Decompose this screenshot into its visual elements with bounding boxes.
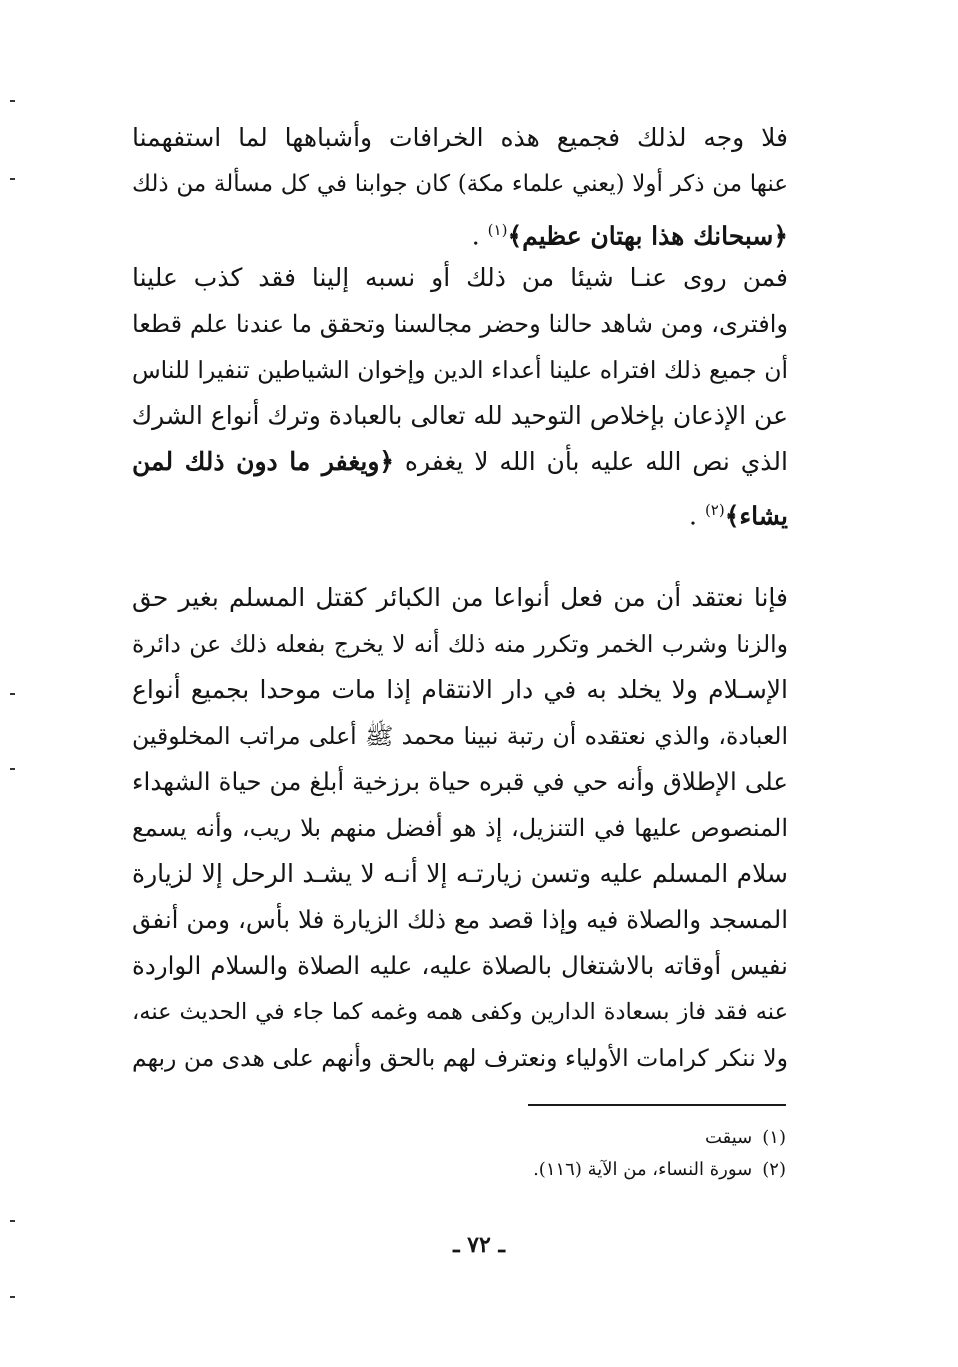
page-number: ـ ٧٢ ـ [453,1232,505,1258]
text-line: عنها من ذكر أولا (يعني علماء مكة) كان جوابنا في كل مسألة من ذلك [132,171,788,197]
text-line [132,440,788,484]
text-line: المنصوص عليها في التنزيل، إذ هو أفضل منهم بلا ريب، وأنه يسمع [132,814,788,842]
scan-mark [10,768,15,770]
text-segment: الذي نص الله عليه بأن الله لا يغفره [394,447,788,476]
text-line: فمن روى عنـا شيئا من ذلك أو نسبه إلينا فقد كذب علينا [132,263,788,292]
text-line: العبادة، والذي نعتقده أن رتبة نبينا محمد ﷺ أعلى مراتب المخلوقين [132,722,788,750]
quran-quote: ﴿ويغفر ما دون ذلك لمن [132,447,395,476]
footnote-number: (٢) [762,1159,786,1180]
punctuation: . [689,501,705,531]
text-line: سلام المسلم عليه وتسن زيارتـه إلا أنـه لا يشـد الرحل إلا لزيارة [132,859,788,888]
scan-mark [10,100,15,102]
text-line: عنه فقد فاز بسعادة الدارين وكفى همه وغمه كما جاء في الحديث عنه، [132,999,788,1025]
scan-mark [10,1220,15,1222]
text-line: على الإطلاق وأنه حي في قبره حياة برزخية أبلغ من حياة الشهداء [132,767,788,796]
text-line: وافترى، ومن شاهد حالنا وحضر مجالسنا وتحقق ما عندنا علم قطعا [132,310,788,338]
text-line [132,488,788,532]
footnote-ref: (١) [487,221,508,239]
footnote-text: سورة النساء، من الآية (١١٦). [533,1159,753,1180]
text-line: ولا ننكر كرامات الأولياء ونعترف لهم بالحق وأنهم على هدى من ربهم [132,1044,788,1072]
text-line: الإسـلام ولا يخلد به في دار الانتقام إذا مات موحدا بجميع أنواع [132,675,788,704]
quran-quote: ﴿سبحانك هذا بهتان عظيم﴾ [507,221,788,251]
footnote-number: (١) [762,1127,786,1148]
footnote-ref: (٢) [704,501,725,519]
text-line: نفيس أوقاته بالاشتغال بالصلاة عليه، عليه الصلاة والسلام الواردة [132,951,788,980]
footnote-divider [528,1104,786,1106]
text-line: عن الإذعان بإخلاص التوحيد لله تعالى بالعبادة وترك أنواع الشرك [132,401,788,430]
text-line: فإنا نعتقد أن من فعل أنواعا من الكبائر كقتل المسلم بغير حق [132,583,788,612]
footnote-item [533,1156,786,1184]
footnote-text: سيقت [704,1127,753,1148]
text-line: أن جميع ذلك افتراه علينا أعداء الدين وإخوان الشياطين تنفيرا للناس [132,356,788,384]
scan-mark [10,1296,15,1298]
text-line [132,208,788,252]
scan-mark [10,693,15,695]
text-line: المسجد والصلاة فيه وإذا قصد مع ذلك الزيارة فلا بأس، ومن أنفق [132,905,788,934]
quran-quote: يشاء﴾ [724,501,788,531]
text-line: فلا وجه لذلك فجميع هذه الخرافات وأشباهها لما استفهمنا [132,123,788,152]
footnote-item [705,1124,786,1152]
text-line: والزنا وشرب الخمر وتكرر منه ذلك أنه لا يخرج بفعله ذلك عن دائرة [132,630,788,658]
scan-mark [10,178,15,180]
punctuation: . [471,221,488,251]
